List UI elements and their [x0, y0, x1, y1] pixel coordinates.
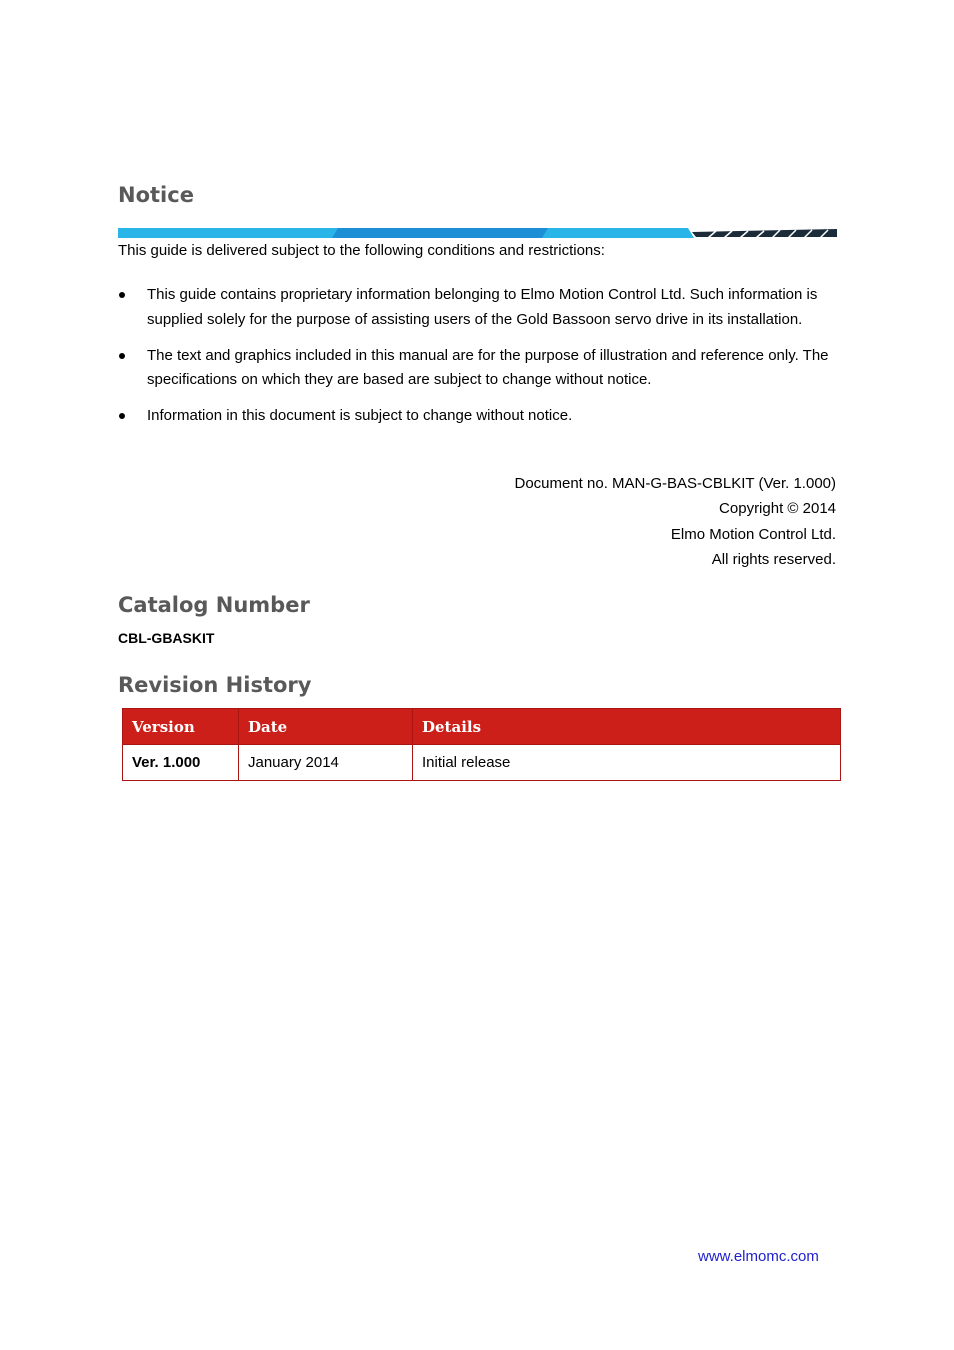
notice-heading: Notice	[118, 183, 194, 207]
column-header-details: Details	[413, 709, 841, 745]
list-item: This guide contains proprietary information belonging to Elmo Motion Control Ltd. Such information is supplied solely for the purpose of assisting users of the Gold Bassoon servo drive in its installation.	[118, 283, 836, 333]
website-link[interactable]: www.elmomc.com	[698, 1248, 819, 1265]
column-header-version: Version	[123, 709, 239, 745]
bullet-icon	[119, 413, 125, 419]
list-item: Information in this document is subject to change without notice.	[118, 404, 836, 429]
catalog-heading: Catalog Number	[118, 593, 310, 617]
table-header-row	[123, 709, 841, 745]
document-info-block	[514, 471, 836, 572]
copyright: Copyright © 2014	[719, 500, 836, 518]
bullet-icon	[119, 292, 125, 298]
document-number: Document no. MAN-G-BAS-CBLKIT (Ver. 1.000)	[514, 475, 836, 492]
notice-intro: This guide is delivered subject to the following conditions and restrictions:	[118, 242, 605, 259]
cell-date: January 2014	[239, 745, 413, 781]
rights-statement: All rights reserved.	[711, 550, 836, 568]
cell-version: Ver. 1.000	[123, 745, 239, 781]
column-header-date: Date	[239, 709, 413, 745]
notice-bullet-list	[118, 283, 836, 440]
list-item: The text and graphics included in this manual are for the purpose of illustration and reference only. The specifications on which they are based are subject to change without notice.	[118, 344, 836, 394]
decorative-header-rule	[118, 228, 837, 238]
bullet-icon	[119, 353, 125, 359]
revision-heading: Revision History	[118, 673, 312, 697]
catalog-number: CBL-GBASKIT	[118, 630, 215, 646]
revision-history-table	[122, 708, 841, 781]
company-name: Elmo Motion Control Ltd.	[670, 525, 836, 543]
table-row	[123, 745, 841, 781]
cell-details: Initial release	[413, 745, 841, 781]
